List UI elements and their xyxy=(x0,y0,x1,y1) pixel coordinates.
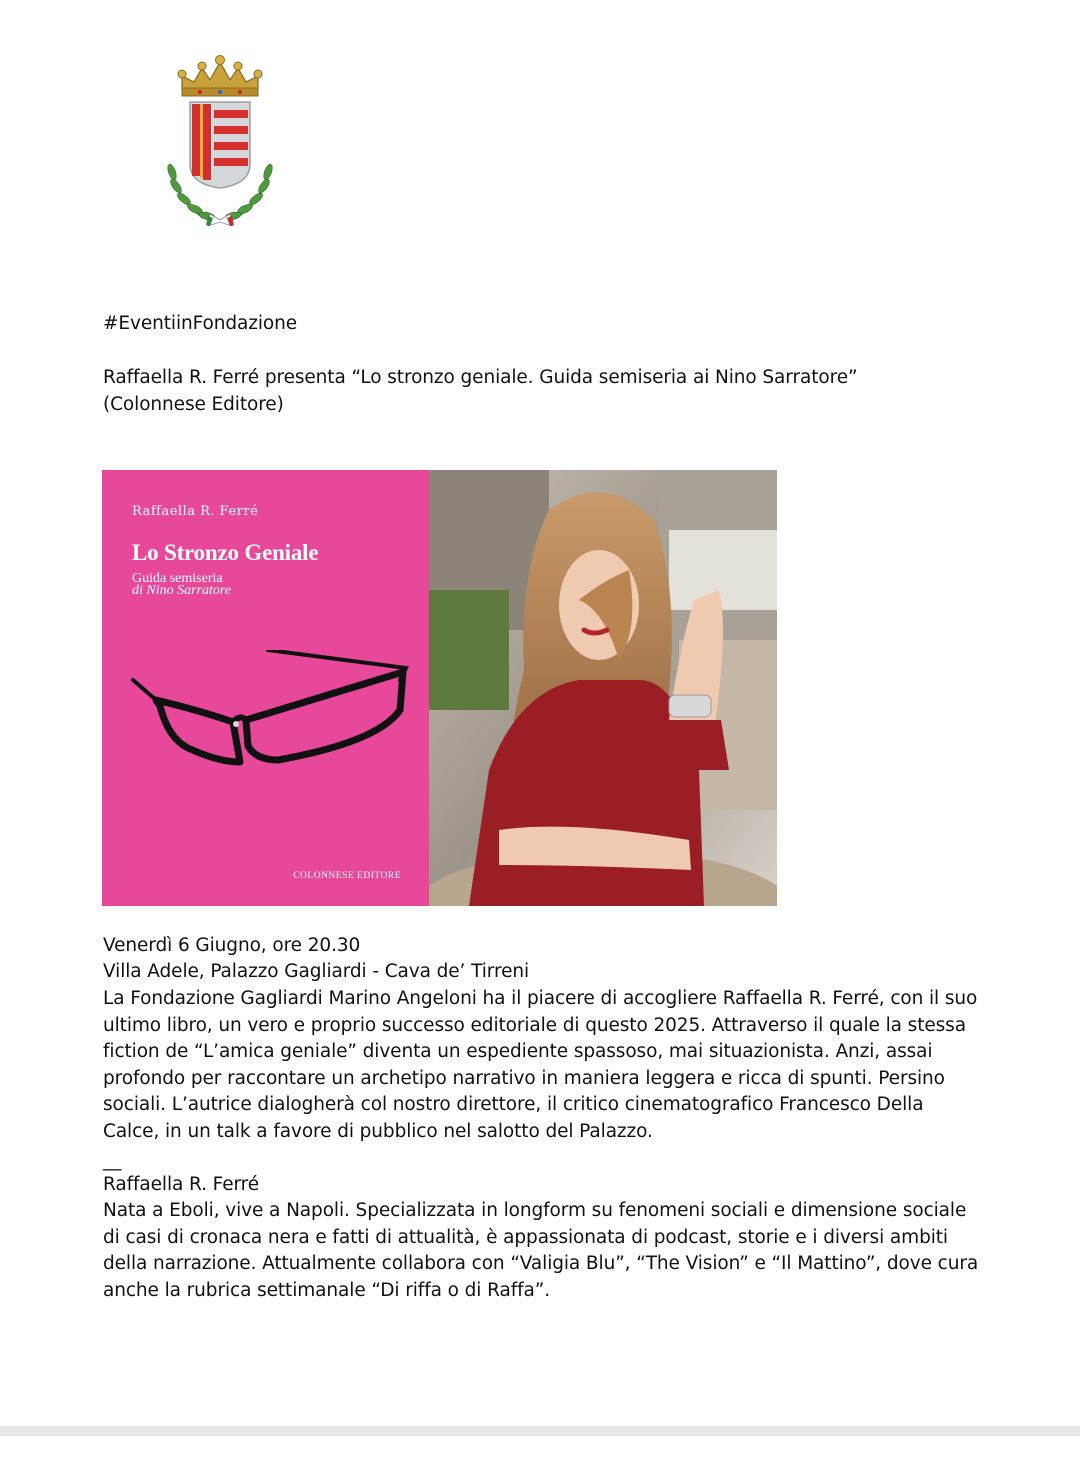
hashtag: #EventiinFondazione xyxy=(103,313,297,334)
cover-subtitle-line1: Guida semiseria xyxy=(132,571,223,586)
divider: __ xyxy=(103,1150,122,1171)
bio-name: Raffaella R. Ferré xyxy=(103,1174,260,1195)
shield-icon xyxy=(190,102,250,188)
cover-subtitle xyxy=(132,573,231,597)
cover-title: Lo Stronzo Geniale xyxy=(132,540,319,565)
bio-text: Nata a Eboli, vive a Napoli. Specializzata in longform su fenomeni sociali e dimensione sociale di casi di cronaca nera e fatti di attualità, è appassionata di podcast, storie e i diversi ambiti della narrazione. Attualmente collabora con “Valigia Blu”, “The Vision” e “Il Mattino”, dove cura anche la rubrica settimanale “Di riffa o di Raffa”. xyxy=(103,1200,979,1301)
ribbon-icon xyxy=(206,214,234,226)
headline: Raffaella R. Ferré presenta “Lo stronzo geniale. Guida semiseria ai Nino Sarratore” (Colonnese Editore) xyxy=(103,367,858,415)
book-cover xyxy=(102,470,429,906)
author-photo-image xyxy=(429,470,777,906)
author-photo xyxy=(429,470,777,906)
cover-author: Raffaella R. Ferré xyxy=(132,504,259,519)
crest-logo xyxy=(160,54,280,230)
cover-publisher: COLONNESE EDITORE xyxy=(293,871,401,881)
event-description: La Fondazione Gagliardi Marino Angeloni ha il piacere di accogliere Raffaella R. Ferré, con il suo ultimo libro, un vero e proprio successo editoriale di questo 2025. Attraverso il quale la stessa fiction de “L’amica geniale” diventa un espediente spassoso, mai situazionista. Anzi, assai profondo per raccontare un archetipo narrativo in maniera leggera e ricca di spunti. Persino sociali. L’autrice dialogherà col nostro direttore, il critico cinematografico Francesco Della Calce, in un talk a favore di pubblico nel salotto del Palazzo. xyxy=(103,988,978,1142)
event-date: Venerdì 6 Giugno, ore 20.30 xyxy=(103,935,361,956)
bottom-bar xyxy=(0,1426,1080,1436)
eyeglasses-icon xyxy=(128,650,413,785)
crown-icon xyxy=(178,56,262,97)
event-venue: Villa Adele, Palazzo Gagliardi - Cava de’ Tirreni xyxy=(103,961,530,982)
cover-subtitle-line2: di Nino Sarratore xyxy=(132,583,232,598)
